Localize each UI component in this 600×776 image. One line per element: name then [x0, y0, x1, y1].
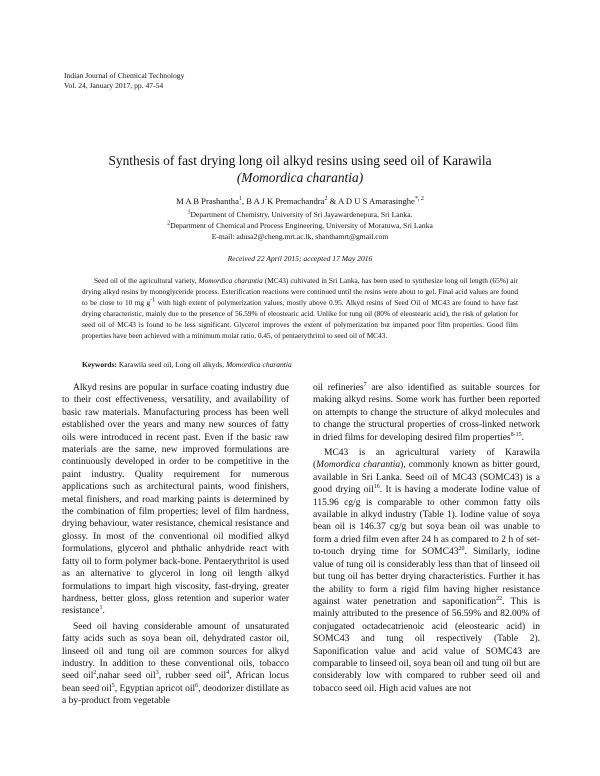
citation: 2 [93, 670, 97, 677]
citation: 1 [99, 605, 103, 612]
text-run: . [521, 432, 524, 443]
body-column-right [313, 382, 540, 695]
author-3: & A D U S Amarasinghe [327, 196, 415, 206]
paragraph [313, 447, 540, 695]
paper-title [40, 152, 560, 186]
citation: 7 [363, 381, 367, 388]
title-line-1: Synthesis of fast drying long oil alkyd resins using seed oil of Karawila [108, 153, 492, 168]
keywords-species: Momordica charantia [225, 360, 292, 369]
journal-volume: Vol. 24, January 2017, pp. 47-54 [64, 81, 164, 90]
affiliation-1-text: Department of Chemistry, University of Sri Jayawardenepura, Sri Lanka. [190, 210, 413, 219]
citation: 6 [195, 682, 199, 689]
citation: 22 [496, 595, 503, 602]
citation: 8-15 [510, 431, 522, 438]
citation: 3 [155, 670, 159, 677]
journal-name: Indian Journal of Chemical Technology [64, 71, 185, 80]
text-run: MC43 is an agricultural variety of Karawila ( [313, 448, 540, 471]
abstract-species: Momordica charantia [198, 276, 263, 285]
author-2-affil: 2 [324, 196, 328, 203]
keywords-label: Keywords: [82, 360, 117, 369]
paragraph [62, 621, 289, 708]
affiliation-1 [40, 209, 560, 220]
author-list [40, 196, 560, 207]
affiliations [40, 209, 560, 242]
keywords [82, 360, 518, 369]
keywords-text: Karawila seed oil, Long oil alkyds, [117, 360, 226, 369]
text-run: Seed oil having considerable amount of unsaturated fatty acids such as soya bean oil, dehydrated castor oil, linseed oil and tung oil are common sources for alkyd industry. In addition to these conventional oils, tobacco seed oil [62, 621, 289, 682]
citation: 20 [458, 546, 465, 553]
text-run: . It is having a moderate Iodine value of 115.96 cg/g is comparable to other common fatty oils available in alkyd industry (Table 1). Iodine value of soya bean oil is 146.37 cg/g but soya bean oil was unable to form a dried film even after 24 h as compared to 2 h of set-to-touch drying time for SOMC43 [313, 485, 540, 558]
citation: 5 [111, 682, 115, 689]
affiliation-2 [40, 220, 560, 231]
citation: 4 [226, 670, 230, 677]
received-dates: Received 22 April 2015; accepted 17 May 2016 [227, 254, 373, 263]
author-2: , B A J K Premachandra [241, 196, 325, 206]
text-run: ,nahar seed oil [96, 671, 156, 682]
text-run: Alkyd resins are popular in surface coating industry due to their cost effectiveness, versatility, and availability of basic raw materials. Manufacturing process has been well established over the years and many new sources of fatty oils were introduced in recent past. Even if the basic raw materials are the same, new improved formulations are continuously developed in order to be competitive in the paint industry. Quality requirement for numerous applications such as architectural paints, wood finishers, metal finishers, and road marking paints is determined by the combination of film properties; level of film hardness, drying behaviour, water resistance, chemical resistance and glossy. In most of the conventional oil modified alkyd formulations, glycerol and phthalic anhydride react with fatty oil to form polymer back-bone. Pentaerythritol is used as an alternative to glycerol in long oil length alkyd formulations to impart high viscosity, fast-drying, greater hardness, better gloss, gloss retention and superior water resistance [62, 383, 289, 617]
title-line-2: (Momordica charantia) [236, 170, 364, 185]
text-run: oil refineries [313, 383, 364, 393]
author-3-affil: *, 2 [414, 196, 424, 203]
text-run: . [102, 606, 105, 617]
author-1-affil: 1 [238, 196, 242, 203]
affiliation-2-mark: 2 [167, 220, 171, 227]
affiliation-1-mark: 1 [187, 209, 191, 216]
journal-header [64, 71, 184, 91]
author-1: M A B Prashantha [176, 196, 239, 206]
abstract-unit-exponent: -1 [150, 297, 156, 304]
citation: 16 [373, 484, 380, 491]
body-column-left [62, 382, 289, 708]
paragraph [313, 382, 540, 444]
text-run: ), commonly known as bitter gourd, available in Sri Lanka. Seed oil of MC43 (SOMC43) is a good drying oil [313, 460, 540, 496]
abstract-part-2: (MC43) cultivated in Sri Lanka, has been used to synthesize long oil length (65%) air drying alkyd resins by monoglyceride process. Esterification reactions were continued until the resins were about to gel. Final acid values are found to be close to 10 mg g [82, 276, 518, 307]
abstract-part-3: with high extent of polymerization values, mostly above 0.95. Alkyd resins of Seed Oil of MC43 are found to have fast drying characteristic, mainly due to the presence of 56.59% of eleostearic acid. Unlike for tung oil (80% of eleostearic acid), the risk of gelation for seed oil of MC43 is found to be less significant. Glycerol improves the extent of polymerization but imparted poor film properties. Good film properties have been achieved with a minimum molar ratio, 0.45, of pentaerythritol to seed oil of MC43. [82, 298, 519, 340]
abstract [82, 275, 518, 341]
text-run: , African locus bean seed oil [62, 671, 289, 694]
text-run: are also identified as suitable sources for making alkyd resins. Some work has further been reported on attempts to change the structure of alkyd molecules and to change the structural properties of cross-linked network in dried films for developing desired film properties [313, 383, 540, 443]
contact-email: E-mail: adusa2@cheng.mrt.ac.lk, shanthamrt@gmail.com [211, 232, 389, 241]
text-run: . Similarly, iodine value of tung oil is considerably less than that of linseed oil but tung oil has better drying characteristics. Further it has the ability to form a rigid film having higher resistance against water penetration and saponification [313, 547, 540, 607]
affiliation-2-text: Department of Chemical and Process Engineering, University of Moratuwa, Sri Lanka [170, 221, 433, 230]
text-run: , Egyptian apricot oil [114, 683, 196, 694]
abstract-part-1: Seed oil of the agricultural variety, [94, 276, 199, 285]
paragraph [62, 382, 289, 618]
species-name: Momordica charantia [316, 460, 401, 471]
text-run: . This is mainly attributed to the presence of 56.59% and 82.00% of conjugated octadecatrienoic acid (eleostearic acid) in SOMC43 and tung oil respectively (Table 2). Saponification value and acid value of SOMC43 are comparable to linseed oil, soya bean oil and tung oil but are considerably low with compared to rubber seed oil and tobacco seed oil. High acid values are not [313, 596, 540, 694]
text-run: , rubber seed oil [158, 671, 227, 682]
text-run: , deodorizer distillate as a by-product from vegetable [62, 683, 290, 707]
